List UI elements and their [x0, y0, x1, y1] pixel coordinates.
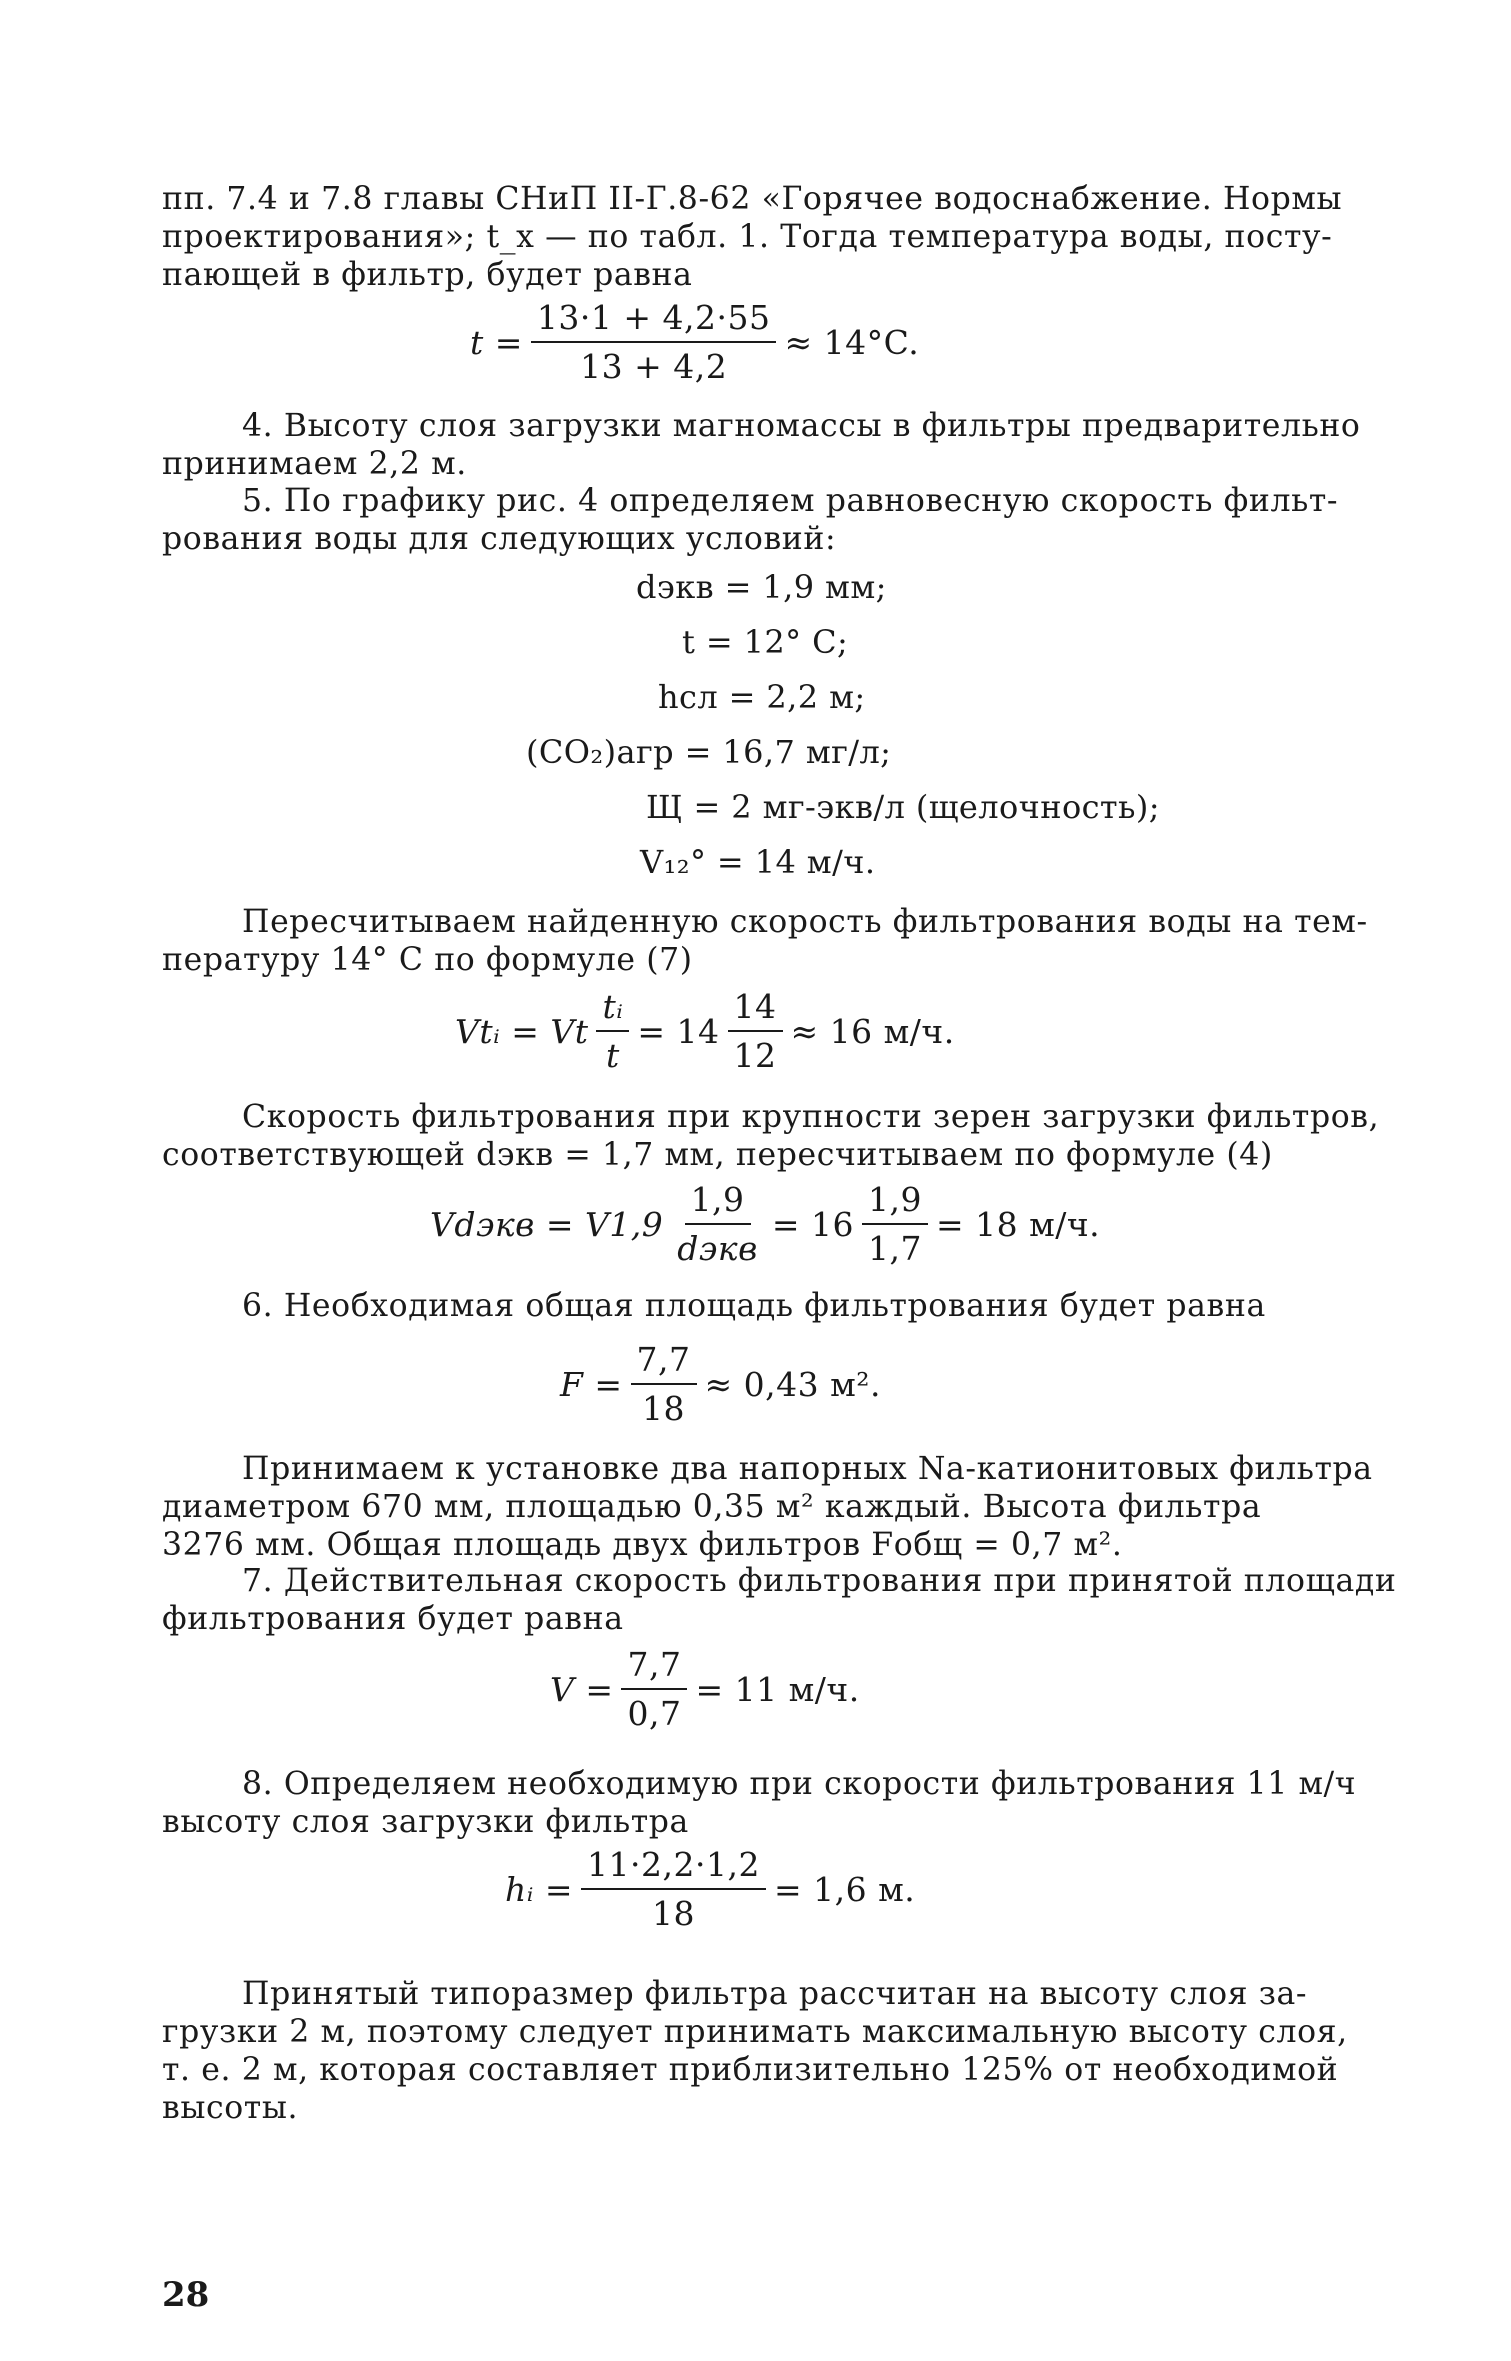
- text-line: 8. Определяем необходимую при скорости фильтрования 11 м/ч: [242, 1766, 1357, 1802]
- paragraph-filter-selection: [162, 1450, 1373, 1564]
- fraction-denominator: dэкв: [677, 1229, 758, 1268]
- fraction: [581, 1845, 766, 1933]
- equation-rhs: ≈ 14°C.: [784, 322, 920, 362]
- fraction-numerator: 13·1 + 4,2·55: [531, 298, 777, 343]
- text-line: Пересчитываем найденную скорость фильтрования воды на тем-: [242, 904, 1368, 940]
- text-line: 7. Действительная скорость фильтрования при принятой площади: [242, 1563, 1397, 1599]
- text-line: Принимаем к установке два напорных Na-катионитовых фильтра: [242, 1451, 1373, 1487]
- text-line: 6. Необходимая общая площадь фильтрования будет равна: [242, 1288, 1266, 1324]
- paragraph-recalc-temperature: [162, 903, 1368, 979]
- fraction-numerator: 1,9: [862, 1180, 928, 1225]
- fraction: [631, 1340, 697, 1428]
- equation-middle: = 16: [771, 1204, 854, 1244]
- text-line: соответствующей dэкв = 1,7 мм, пересчитываем по формуле (4): [162, 1137, 1273, 1173]
- equation-lhs: hᵢ =: [505, 1869, 574, 1909]
- text-line: 3276 мм. Общая площадь двух фильтров Fобщ = 0,7 м².: [162, 1527, 1123, 1563]
- text-line: диаметром 670 мм, площадью 0,35 м² каждый. Высота фильтра: [162, 1489, 1262, 1525]
- fraction-numerator: 7,7: [621, 1645, 687, 1690]
- equation-middle: = 14: [637, 1011, 720, 1051]
- fraction-numerator: 11·2,2·1,2: [581, 1845, 766, 1890]
- paragraph-equilibrium-speed: [162, 482, 1342, 558]
- equation-rhs: ≈ 16 м/ч.: [790, 1011, 955, 1051]
- equation-rhs: ≈ 0,43 м².: [704, 1364, 882, 1404]
- text-line: Скорость фильтрования при крупности зерен загрузки фильтров,: [242, 1099, 1380, 1135]
- equation-rhs: = 1,6 м.: [773, 1869, 916, 1909]
- text-line: принимаем 2,2 м.: [162, 446, 467, 482]
- equation-area: [560, 1340, 881, 1428]
- fraction-denominator: 18: [642, 1389, 686, 1428]
- fraction-denominator: 13 + 4,2: [580, 347, 728, 386]
- equation-speed-grain: [430, 1180, 1100, 1268]
- fraction: [728, 987, 783, 1075]
- text-line: высоту слоя загрузки фильтра: [162, 1804, 689, 1840]
- fraction: [621, 1645, 687, 1733]
- equation-lhs: F =: [560, 1364, 623, 1404]
- fraction-numerator: tᵢ: [596, 987, 629, 1032]
- text-line: фильтрования будет равна: [162, 1601, 624, 1637]
- equation-rhs: = 11 м/ч.: [695, 1669, 860, 1709]
- equation-layer-height: [505, 1845, 915, 1933]
- equation-lhs: Vdэкв = V1,9: [430, 1204, 664, 1244]
- fraction-denominator: 0,7: [627, 1694, 682, 1733]
- fraction: [671, 1180, 764, 1268]
- text-line: пературу 14° C по формуле (7): [162, 942, 693, 978]
- text-line: 4. Высоту слоя загрузки магномассы в фильтры предварительно: [242, 408, 1361, 444]
- condition-layer-height: hсл = 2,2 м;: [658, 678, 866, 716]
- fraction: [596, 987, 629, 1075]
- condition-temperature: t = 12° C;: [682, 623, 849, 661]
- paragraph-total-area: [162, 1287, 1342, 1325]
- fraction-denominator: 12: [733, 1036, 777, 1075]
- condition-d-equiv: dэкв = 1,9 мм;: [636, 568, 887, 606]
- text-line: грузки 2 м, поэтому следует принимать максимальную высоту слоя,: [162, 2014, 1348, 2050]
- equation-lhs: Vtᵢ = Vt: [455, 1011, 589, 1051]
- equation-speed-temperature: [455, 987, 955, 1075]
- text-line: пающей в фильтр, будет равна: [162, 257, 693, 293]
- condition-speed-12: V₁₂° = 14 м/ч.: [640, 843, 876, 881]
- fraction-numerator: 7,7: [631, 1340, 697, 1385]
- fraction-numerator: 14: [728, 987, 783, 1032]
- paragraph-conclusion: [162, 1975, 1348, 2127]
- paragraph-snip-reference: [162, 180, 1342, 294]
- text-line: 5. По графику рис. 4 определяем равновесную скорость фильт-: [242, 483, 1339, 519]
- condition-co2: (CO₂)агр = 16,7 мг/л;: [526, 733, 892, 771]
- page-number: 28: [162, 2275, 210, 2315]
- text-line: проектирования»; t_x — по табл. 1. Тогда температура воды, посту-: [162, 219, 1333, 255]
- equation-lhs: t =: [470, 322, 523, 362]
- text-line: высоты.: [162, 2090, 299, 2126]
- equation-lhs: V =: [550, 1669, 614, 1709]
- text-line: Принятый типоразмер фильтра рассчитан на высоту слоя за-: [242, 1976, 1308, 2012]
- text-line: т. е. 2 м, которая составляет приблизительно 125% от необходимой: [162, 2052, 1339, 2088]
- paragraph-grain-size: [162, 1098, 1380, 1174]
- text-line: рования воды для следующих условий:: [162, 521, 837, 557]
- paragraph-actual-speed: [162, 1562, 1397, 1638]
- fraction-numerator: 1,9: [685, 1180, 751, 1225]
- equation-actual-speed: [550, 1645, 860, 1733]
- condition-alkalinity: Щ = 2 мг-экв/л (щелочность);: [646, 788, 1160, 826]
- equation-rhs: = 18 м/ч.: [935, 1204, 1101, 1244]
- paragraph-required-height: [162, 1765, 1357, 1841]
- paragraph-load-height: [162, 407, 1361, 483]
- fraction: [862, 1180, 928, 1268]
- fraction: [531, 298, 777, 386]
- equation-temperature: [470, 298, 919, 386]
- fraction-denominator: t: [606, 1036, 620, 1075]
- text-line: пп. 7.4 и 7.8 главы СНиП ІІ-Г.8-62 «Горячее водоснабжение. Нормы: [162, 181, 1343, 217]
- fraction-denominator: 18: [652, 1894, 696, 1933]
- fraction-denominator: 1,7: [867, 1229, 922, 1268]
